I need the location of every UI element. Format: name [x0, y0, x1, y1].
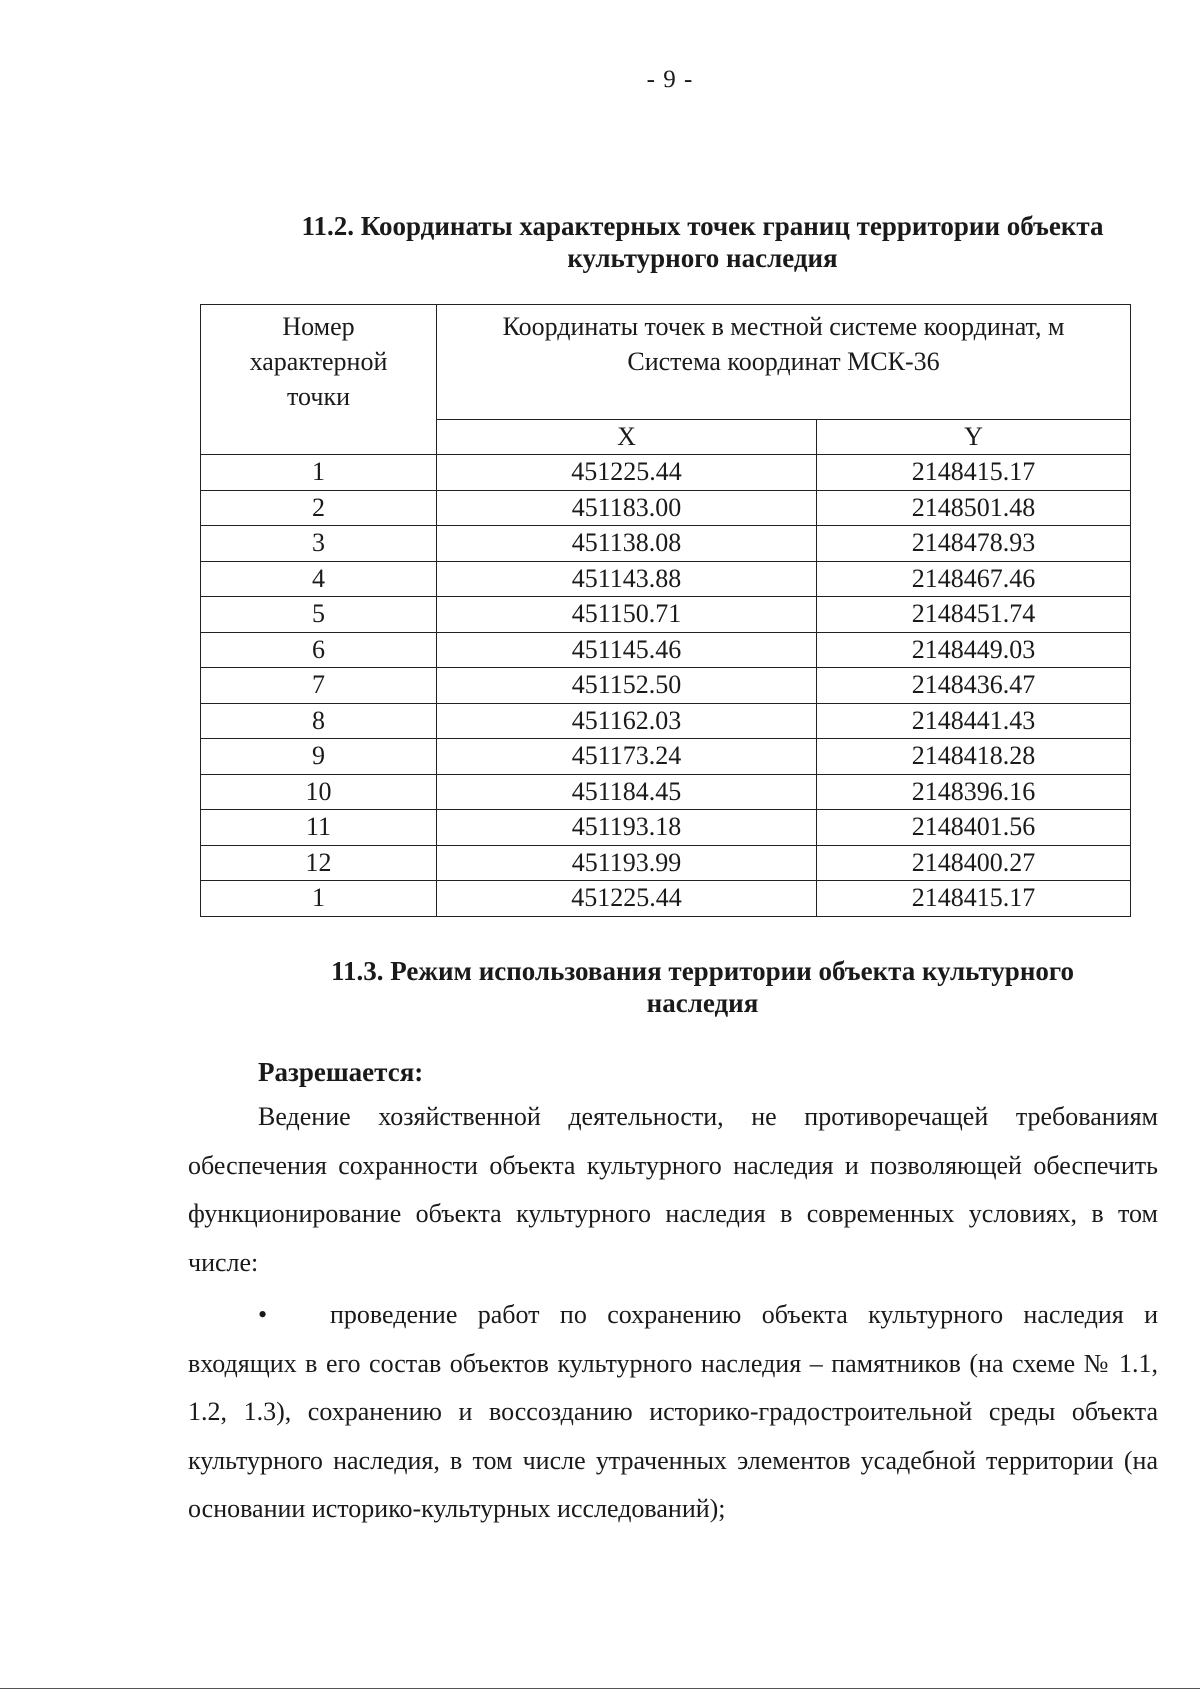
x-cell: 451173.24 — [437, 739, 817, 775]
table-row — [201, 668, 1131, 704]
y-cell: 2148396.16 — [817, 774, 1131, 810]
y-cell: 2148467.46 — [817, 561, 1131, 597]
x-cell: 451138.08 — [437, 526, 817, 562]
x-cell: 451162.03 — [437, 703, 817, 739]
x-cell: 451152.50 — [437, 668, 817, 704]
table-row — [201, 703, 1131, 739]
x-cell: 451193.18 — [437, 810, 817, 846]
point-number-cell: 12 — [201, 845, 437, 881]
section-11-2-title: 11.2. Координаты характерных точек границ территории объекта культурного наследия — [301, 211, 1104, 273]
page-number: - 9 - — [646, 66, 694, 93]
y-cell: 2148436.47 — [817, 668, 1131, 704]
header-coordinates-line2: Система координат МСК-36 — [627, 347, 940, 376]
y-cell: 2148441.43 — [817, 703, 1131, 739]
coordinates-body — [201, 455, 1131, 917]
table-row — [201, 597, 1131, 633]
y-cell: 2148449.03 — [817, 632, 1131, 668]
header-x: X — [437, 420, 817, 455]
y-cell: 2148400.27 — [817, 845, 1131, 881]
x-cell: 451150.71 — [437, 597, 817, 633]
table-row — [201, 632, 1131, 668]
point-number-cell: 4 — [201, 561, 437, 597]
point-number-cell: 6 — [201, 632, 437, 668]
y-cell: 2148418.28 — [817, 739, 1131, 775]
point-number-cell: 3 — [201, 526, 437, 562]
table-row — [201, 881, 1131, 917]
point-number-cell: 2 — [201, 490, 437, 526]
y-cell: 2148415.17 — [817, 455, 1131, 491]
header-coordinates-line1: Координаты точек в местной системе координат, м — [502, 312, 1065, 341]
table-row — [201, 739, 1131, 775]
paragraph-economic-activity: Ведение хозяйственной деятельности, не противоречащей требованиям обеспечения сохранности объекта культурного наследия и позволяющей обеспечить функционирование объекта культурного наследия в современных условиях, в том числе: — [188, 1102, 1158, 1277]
y-cell: 2148451.74 — [817, 597, 1131, 633]
y-cell: 2148501.48 — [817, 490, 1131, 526]
x-cell: 451225.44 — [437, 455, 817, 491]
x-cell: 451183.00 — [437, 490, 817, 526]
allowed-label: Разрешается: — [258, 1057, 424, 1087]
bottom-divider — [0, 1688, 1200, 1689]
point-number-cell: 8 — [201, 703, 437, 739]
table-row — [201, 455, 1131, 491]
y-cell: 2148415.17 — [817, 881, 1131, 917]
x-cell: 451143.88 — [437, 561, 817, 597]
x-cell: 451193.99 — [437, 845, 817, 881]
x-cell: 451145.46 — [437, 632, 817, 668]
table-row — [201, 526, 1131, 562]
y-cell: 2148401.56 — [817, 810, 1131, 846]
x-cell: 451225.44 — [437, 881, 817, 917]
bullet-icon: • — [258, 1300, 268, 1329]
y-cell: 2148478.93 — [817, 526, 1131, 562]
coordinates-table — [200, 304, 1131, 917]
bullet-item-preservation — [188, 1291, 1158, 1534]
header-coordinates — [437, 305, 1131, 420]
header-point-number — [201, 305, 437, 455]
point-number-cell: 11 — [201, 810, 437, 846]
table-row — [201, 774, 1131, 810]
point-number-cell: 5 — [201, 597, 437, 633]
point-number-cell: 10 — [201, 774, 437, 810]
header-point-number-text: Номер характерной точки — [249, 312, 388, 411]
point-number-cell: 7 — [201, 668, 437, 704]
point-number-cell: 1 — [201, 881, 437, 917]
x-cell: 451184.45 — [437, 774, 817, 810]
bullet-item-text: проведение работ по сохранению объекта культурного наследия и входящих в его состав объектов культурного наследия – памятников (на схеме № 1.1, 1.2, 1.3), сохранению и воссозданию историко-градостроительной среды объекта культурного наследия, в том числе утраченных элементов усадебной территории (на основании историко-культурных исследований); — [188, 1300, 1158, 1523]
section-11-3-title: 11.3. Режим использования территории объекта культурного наследия — [331, 956, 1074, 1018]
point-number-cell: 9 — [201, 739, 437, 775]
table-row — [201, 845, 1131, 881]
table-row — [201, 810, 1131, 846]
table-row — [201, 561, 1131, 597]
header-y: Y — [817, 420, 1131, 455]
point-number-cell: 1 — [201, 455, 437, 491]
table-row — [201, 490, 1131, 526]
